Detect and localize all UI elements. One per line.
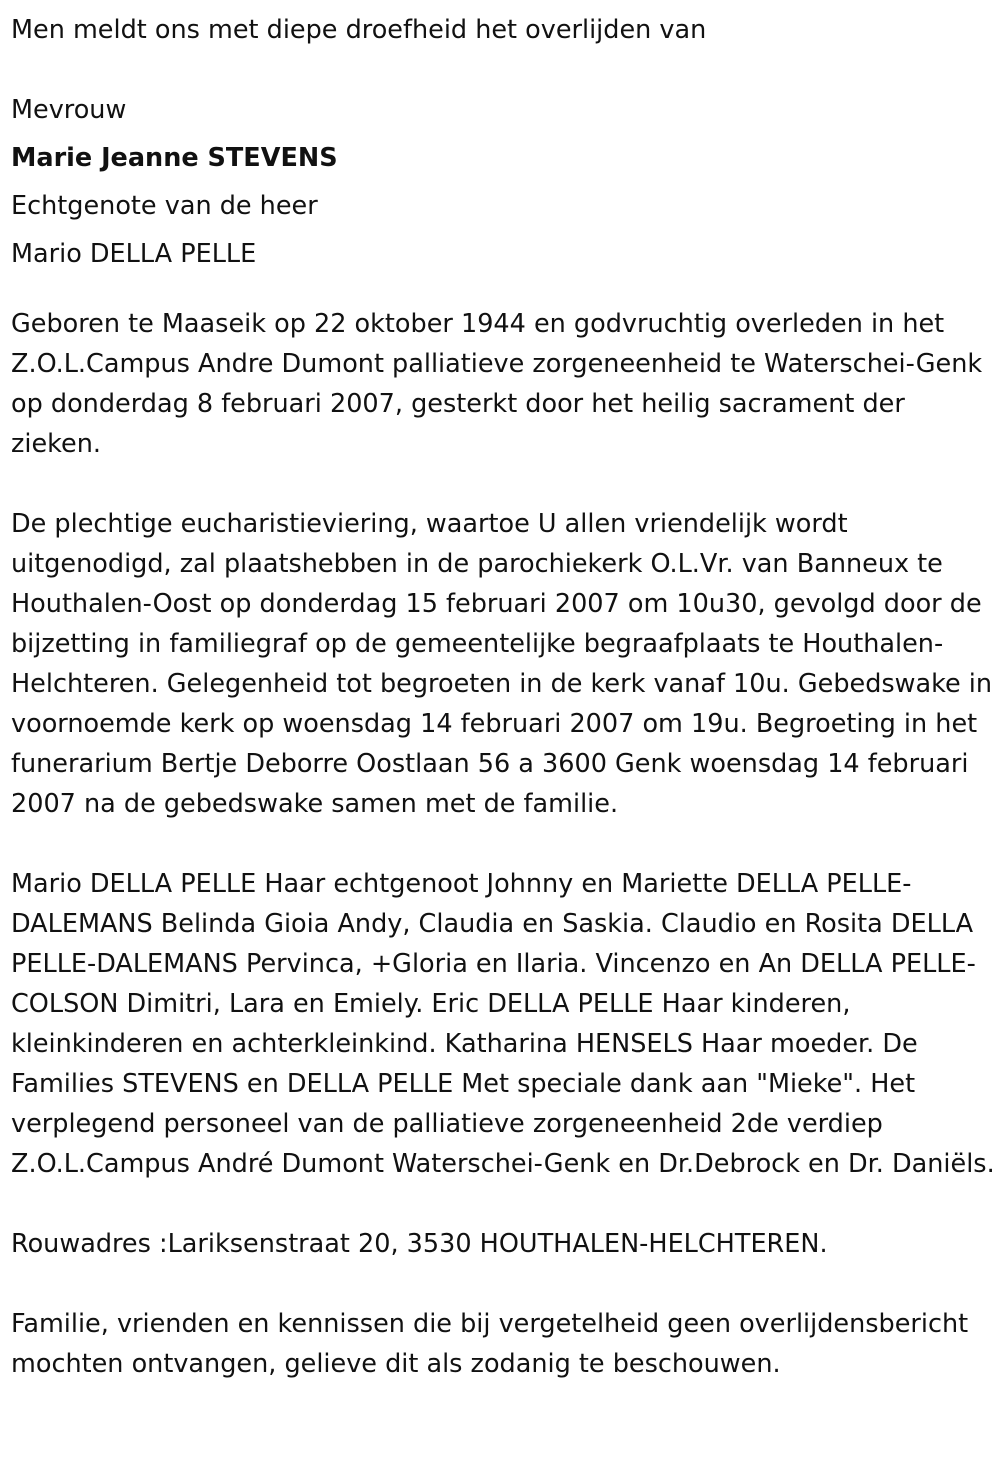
closing-paragraph: Familie, vrienden en kennissen die bij vergetelheid geen overlijdensbericht mochten ontvangen, gelieve dit als zodanig te beschouwen.	[11, 1309, 969, 1379]
spouse-intro: Echtgenote van de heer	[11, 191, 318, 221]
intro-text: Men meldt ons met diepe droefheid het overlijden van	[11, 15, 707, 45]
birth-death-paragraph: Geboren te Maaseik op 22 oktober 1944 en godvruchtig overleden in het Z.O.L.Campus Andre Dumont palliatieve zorgeneenheid te Waterschei-Genk op donderdag 8 februari 2007, gesterkt door het heilig sacrament der zieken.	[11, 309, 983, 459]
spouse-name: Mario DELLA PELLE	[11, 239, 257, 269]
family-paragraph: Mario DELLA PELLE Haar echtgenoot Johnny en Mariette DELLA PELLE-DALEMANS Belinda Gioia Andy, Claudia en Saskia. Claudio en Rosita DELLA PELLE-DALEMANS Pervinca, +Gloria en Ilaria. Vincenzo en An DELLA PELLE-COLSON Dimitri, Lara en Emiely. Eric DELLA PELLE Haar kinderen, kleinkinderen en achterkleinkind. Katharina HENSELS Haar moeder. De Families STEVENS en DELLA PELLE Met speciale dank aan "Mieke". Het verplegend personeel van de palliatieve zorgeneenheid 2de verdiep Z.O.L.Campus André Dumont Waterschei-Genk en Dr.Debrock en Dr. Daniëls.	[11, 869, 995, 1179]
mourning-address: Rouwadres :Lariksenstraat 20, 3530 HOUTHALEN-HELCHTEREN.	[11, 1229, 828, 1259]
ceremony-paragraph: De plechtige eucharistieviering, waartoe U allen vriendelijk wordt uitgenodigd, zal plaatshebben in de parochiekerk O.L.Vr. van Banneux te Houthalen-Oost op donderdag 15 februari 2007 om 10u30, gevolgd door de bijzetting in familiegraf op de gemeentelijke begraafplaats te Houthalen-Helchteren. Gelegenheid tot begroeten in de kerk vanaf 10u. Gebedswake in voornoemde kerk op woensdag 14 februari 2007 om 19u. Begroeting in het funerarium Bertje Deborre Oostlaan 56 a 3600 Genk woensdag 14 februari 2007 na de gebedswake samen met de familie.	[11, 509, 993, 819]
deceased-name: Marie Jeanne STEVENS	[11, 143, 338, 173]
salutation: Mevrouw	[11, 95, 127, 125]
